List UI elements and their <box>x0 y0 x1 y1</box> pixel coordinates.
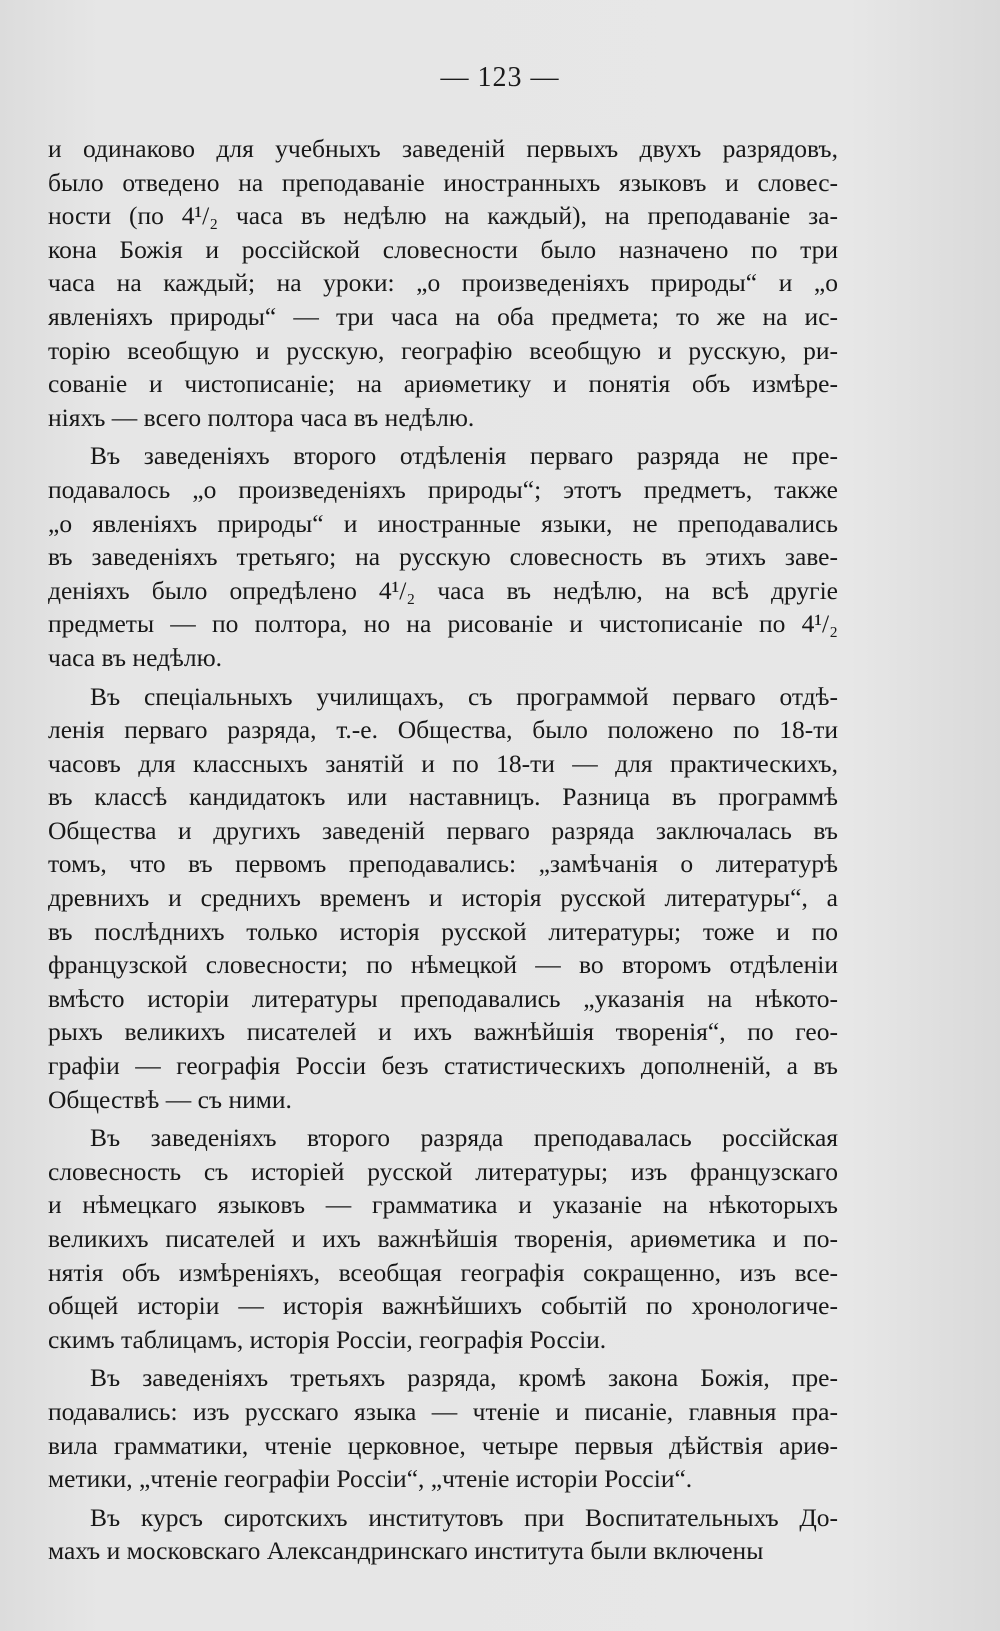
text-line: Въ спеціальныхъ училищахъ, съ программой перваго отдѣ- <box>90 681 838 711</box>
text-line: махъ и московскаго Александринскаго института были включены <box>48 1536 764 1566</box>
text-line: часа на каждый; на уроки: „о произведеніяхъ природы“ и „о <box>48 268 838 298</box>
text-line: торію всеобщую и русскую, географію всеобщую и русскую, ри- <box>48 335 838 365</box>
text-line: Въ заведеніяхъ третьяхъ разряда, кромѣ закона Божія, пре- <box>90 1363 838 1393</box>
text-line: нятія объ измѣреніяхъ, всеобщая географія сокращенно, изъ все- <box>48 1257 838 1287</box>
text-line: явленіяхъ природы“ — три часа на оба предмета; то же на ис- <box>48 301 838 331</box>
text-line: подавалось „о произведеніяхъ природы“; этотъ предметъ, также <box>48 474 838 504</box>
text-line: скимъ таблицамъ, исторія Россіи, географія Россіи. <box>48 1324 607 1354</box>
text-line: Обществѣ — съ ними. <box>48 1084 292 1114</box>
text-line: часовъ для классныхъ занятій и по 18-ти — для практическихъ, <box>48 748 838 778</box>
text-line: деніяхъ было опредѣлено 4¹/₂ часа въ недѣлю, на всѣ другіе <box>48 575 838 605</box>
text-line: ности (по 4¹/₂ часа въ недѣлю на каждый), на преподаваніе за- <box>48 201 838 231</box>
text-line: сованіе и чистописаніе; на ариѳметику и понятія объ измѣре- <box>48 369 838 399</box>
body-text <box>48 132 838 1573</box>
text-line: Общества и другихъ заведеній перваго разряда заключалась въ <box>48 815 838 845</box>
text-line: Въ заведеніяхъ второго отдѣленія перваго разряда не пре- <box>90 441 838 471</box>
text-line: подавались: изъ русскаго языка — чтеніе и писаніе, главныя пра- <box>48 1396 838 1426</box>
paragraph <box>48 1501 838 1568</box>
text-line: словесность съ исторіей русской литературы; изъ французскаго <box>48 1156 838 1186</box>
text-line: ніяхъ — всего полтора часа въ недѣлю. <box>48 402 475 432</box>
text-line: кона Божія и россійской словесности было назначено по три <box>48 234 838 264</box>
text-line: томъ, что въ первомъ преподавались: „замѣчанія о литературѣ <box>48 849 838 879</box>
text-line: древнихъ и среднихъ временъ и исторія русской литературы“, а <box>48 883 838 913</box>
text-line: и нѣмецкаго языковъ — грамматика и указаніе на нѣкоторыхъ <box>48 1190 838 1220</box>
paragraph <box>48 680 838 1117</box>
text-line: общей исторіи — исторія важнѣйшихъ событій по хронологиче- <box>48 1291 838 1321</box>
text-line: ленія перваго разряда, т.-е. Общества, было положено по 18-ти <box>48 715 838 745</box>
text-line: французской словесности; по нѣмецкой — во второмъ отдѣленіи <box>48 950 838 980</box>
text-line: вила грамматики, чтеніе церковное, четыре первыя дѣйствія ариѳ- <box>48 1430 838 1460</box>
text-line: было отведено на преподаваніе иностранныхъ языковъ и словес- <box>48 167 838 197</box>
page-number: — 123 — <box>440 62 560 93</box>
text-line: въ послѣднихъ только исторія русской литературы; тоже и по <box>48 916 838 946</box>
text-line: рыхъ великихъ писателей и ихъ важнѣйшія творенія“, по гео- <box>48 1017 838 1047</box>
text-line: и одинаково для учебныхъ заведеній первыхъ двухъ разрядовъ, <box>48 134 838 163</box>
text-line: часа въ недѣлю. <box>48 642 223 672</box>
text-line: графіи — географія Россіи безъ статистическихъ дополненій, а въ <box>48 1051 838 1081</box>
paragraph <box>48 1361 838 1495</box>
text-line: предметы — по полтора, но на рисованіе и чистописаніе по 4¹/₂ <box>48 609 838 639</box>
paragraph <box>48 439 838 674</box>
text-line: вмѣсто исторіи литературы преподавались „указанія на нѣкото- <box>48 983 838 1013</box>
text-line: „о явленіяхъ природы“ и иностранные языки, не преподавались <box>48 508 838 538</box>
text-line: въ заведеніяхъ третьяго; на русскую словесность въ этихъ заве- <box>48 542 838 572</box>
text-line: метики, „чтеніе географіи Россіи“, „чтеніе исторіи Россіи“. <box>48 1464 693 1494</box>
paragraph <box>48 1121 838 1356</box>
text-line: великихъ писателей и ихъ важнѣйшія творенія, ариѳметика и по- <box>48 1224 838 1253</box>
text-line: Въ курсъ сиротскихъ институтовъ при Воспитательныхъ До- <box>90 1502 838 1532</box>
text-line: въ классѣ кандидатокъ или наставницъ. Разница въ программѣ <box>48 782 838 812</box>
paragraph <box>48 132 838 434</box>
text-line: Въ заведеніяхъ второго разряда преподавалась россійская <box>90 1123 838 1153</box>
